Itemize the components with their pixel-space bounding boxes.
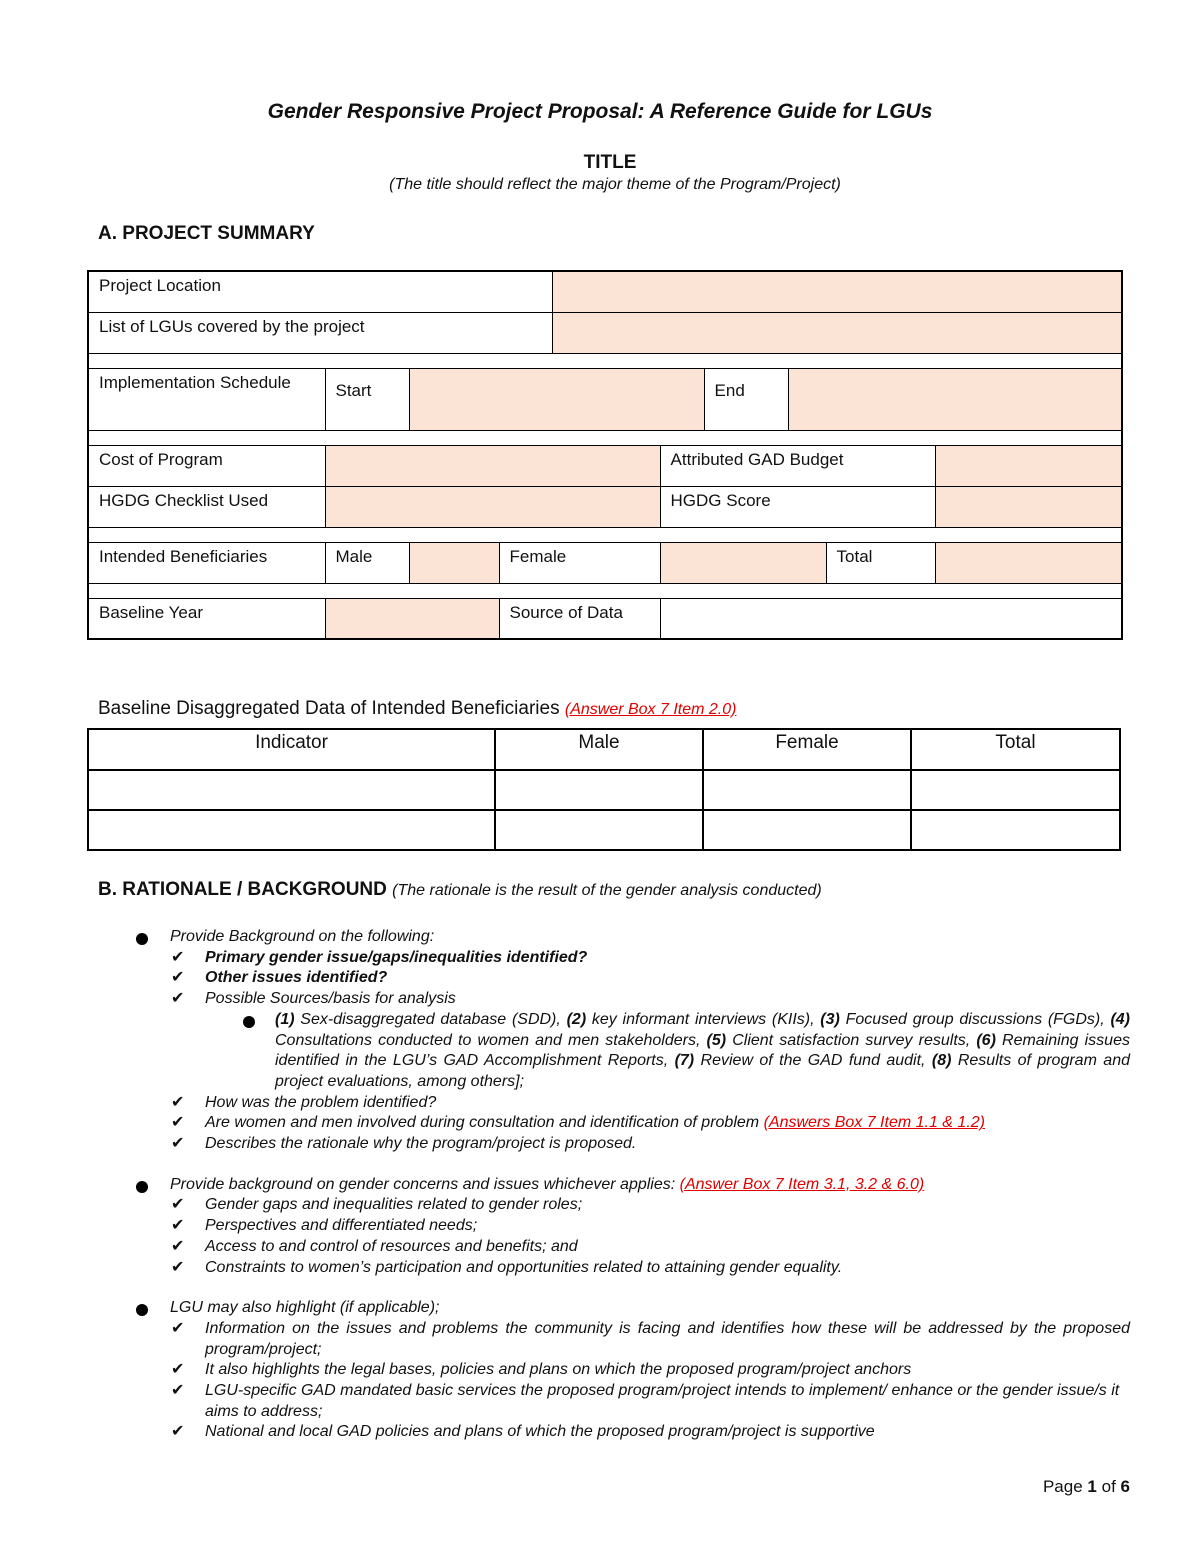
table-row — [88, 810, 1120, 850]
list-item-text: Primary gender issue/gaps/inequalities identified? — [205, 948, 588, 966]
list-item — [0, 1216, 1200, 1237]
baseline-data-table — [87, 728, 1121, 851]
female-cell[interactable] — [703, 770, 911, 810]
list-item-text: Provide background on gender concerns and issues whichever applies: — [170, 1175, 676, 1193]
list-item-text: Are women and men involved during consultation and identification of problem — [205, 1114, 760, 1132]
check-icon: ✔ — [171, 1319, 185, 1337]
table-row — [88, 770, 1120, 810]
source-text: Results of program and project evaluations, among others]; — [275, 1052, 1130, 1090]
attributed-gad-budget-label: Attributed GAD Budget — [660, 445, 935, 486]
list-item-text: Gender gaps and inequalities related to gender roles; — [205, 1196, 583, 1214]
list-item — [0, 1360, 1200, 1381]
baseline-data-heading — [98, 698, 736, 720]
check-icon: ✔ — [171, 1361, 185, 1379]
list-item-text: LGU may also highlight (if applicable); — [170, 1299, 440, 1317]
check-icon: ✔ — [171, 1237, 185, 1255]
current-page: 1 — [1087, 1477, 1097, 1496]
list-item — [0, 1258, 1200, 1279]
list-item — [0, 1113, 1200, 1134]
indicator-cell[interactable] — [88, 810, 495, 850]
list-item — [0, 1175, 1200, 1196]
column-header-total: Total — [911, 729, 1120, 770]
spacer-row — [88, 353, 1122, 368]
intended-beneficiaries-label: Intended Beneficiaries — [88, 542, 325, 583]
source-text: Sex-disaggregated database (SDD), — [294, 1010, 567, 1028]
column-header-male: Male — [495, 729, 703, 770]
check-icon: ✔ — [171, 1423, 185, 1441]
total-cell[interactable] — [911, 770, 1120, 810]
column-header-female: Female — [703, 729, 911, 770]
total-cell[interactable] — [911, 810, 1120, 850]
male-count-field[interactable] — [409, 542, 499, 583]
female-count-field[interactable] — [660, 542, 826, 583]
section-a-heading: A. PROJECT SUMMARY — [98, 223, 315, 244]
list-item-text: Describes the rationale why the program/project is proposed. — [205, 1135, 637, 1153]
section-b-title: B. RATIONALE / BACKGROUND — [98, 879, 387, 900]
check-icon: ✔ — [171, 948, 185, 966]
end-date-field[interactable] — [788, 368, 1122, 430]
start-date-field[interactable] — [409, 368, 704, 430]
spacer-row — [88, 430, 1122, 445]
section-b-heading — [98, 879, 822, 901]
guideline-group-highlights — [0, 1298, 1200, 1443]
total-count-field[interactable] — [935, 542, 1122, 583]
start-label: Start — [325, 368, 409, 430]
source-number: (7) — [674, 1052, 695, 1070]
indicator-cell[interactable] — [88, 770, 495, 810]
list-item — [0, 948, 1200, 969]
source-number: (1) — [275, 1010, 295, 1028]
source-text: Review of the GAD fund audit, — [694, 1052, 932, 1070]
list-item — [0, 989, 1200, 1010]
check-icon: ✔ — [171, 1258, 185, 1276]
source-number: (5) — [706, 1031, 727, 1049]
check-icon: ✔ — [171, 1114, 185, 1132]
list-item-text: Access to and control of resources and benefits; and — [205, 1237, 578, 1255]
check-icon: ✔ — [171, 990, 185, 1008]
list-item — [0, 1134, 1200, 1155]
hgdg-checklist-field[interactable] — [325, 486, 660, 527]
document-title: Gender Responsive Project Proposal: A Reference Guide for LGUs — [267, 100, 933, 123]
female-label: Female — [499, 542, 660, 583]
check-icon: ✔ — [171, 1217, 185, 1235]
list-item-text: Possible Sources/basis for analysis — [205, 990, 456, 1008]
list-item-text: It also highlights the legal bases, policies and plans on which the proposed program/project anchors — [205, 1361, 912, 1379]
project-location-field[interactable] — [552, 271, 1122, 312]
list-item-text: Provide Background on the following: — [170, 928, 435, 945]
list-item-text: Other issues identified? — [205, 969, 388, 987]
page-label: Page — [1042, 1477, 1083, 1496]
project-location-label: Project Location — [88, 271, 552, 312]
male-cell[interactable] — [495, 770, 703, 810]
bullet-icon — [136, 1181, 148, 1193]
title-instruction: (The title should reflect the major theme of the Program/Project) — [389, 176, 841, 193]
total-pages: 6 — [1120, 1477, 1130, 1496]
baseline-data-title: Baseline Disaggregated Data of Intended Beneficiaries — [98, 698, 560, 719]
column-header-indicator: Indicator — [88, 729, 495, 770]
source-of-data-field[interactable] — [660, 598, 1122, 639]
spacer-row — [88, 527, 1122, 542]
list-item-text: How was the problem identified? — [205, 1093, 437, 1111]
source-text: Consultations conducted to women and men stakeholders, — [275, 1031, 707, 1049]
bullet-icon — [136, 933, 148, 945]
check-icon: ✔ — [171, 969, 185, 987]
list-item-text: Information on the issues and problems the community is facing and identifies how these will be addressed by the proposed program/project; — [205, 1319, 1130, 1358]
check-icon: ✔ — [171, 1382, 185, 1400]
page-number — [1043, 1477, 1130, 1497]
hgdg-score-field[interactable] — [935, 486, 1122, 527]
lgus-covered-label: List of LGUs covered by the project — [88, 312, 552, 353]
of-label: of — [1101, 1477, 1116, 1496]
list-item-text: Perspectives and differentiated needs; — [205, 1217, 478, 1235]
list-item — [0, 1319, 1200, 1360]
rationale-guidelines — [0, 927, 1200, 1463]
check-icon: ✔ — [171, 1135, 185, 1153]
hgdg-score-label: HGDG Score — [660, 486, 935, 527]
sources-list-item — [0, 1010, 1200, 1093]
implementation-schedule-label: Implementation Schedule — [88, 368, 325, 430]
source-text: key informant interviews (KIIs), — [586, 1010, 821, 1028]
source-text: Remaining issues identified in the LGU’s GAD Accomplishment Reports, — [275, 1031, 1130, 1070]
list-item — [0, 1298, 1200, 1319]
list-item — [0, 968, 1200, 989]
answers-reference-link[interactable]: (Answers Box 7 Item 1.1 & 1.2) — [763, 1114, 985, 1132]
lgus-covered-field[interactable] — [552, 312, 1122, 353]
source-number: (4) — [1110, 1010, 1131, 1028]
list-item — [0, 1381, 1200, 1422]
bullet-icon — [243, 1016, 255, 1028]
section-b-note: (The rationale is the result of the gender analysis conducted) — [392, 882, 822, 899]
guideline-group-gender-concerns — [0, 1175, 1200, 1279]
answer-reference-link[interactable]: (Answer Box 7 Item 3.1, 3.2 & 6.0) — [679, 1175, 925, 1193]
source-text: Focused group discussions (FGDs), — [839, 1010, 1111, 1028]
source-number: (6) — [976, 1031, 996, 1049]
guideline-group-background — [0, 927, 1200, 1155]
baseline-reference-link[interactable]: (Answer Box 7 Item 2.0) — [564, 701, 737, 718]
bullet-icon — [136, 1304, 148, 1316]
list-item-text: Constraints to women’s participation and opportunities related to attaining gender equality. — [205, 1258, 843, 1276]
list-item — [0, 1237, 1200, 1258]
check-icon: ✔ — [171, 1196, 185, 1214]
list-item — [0, 927, 1200, 948]
list-item-text: LGU-specific GAD mandated basic services the proposed program/project intends to implement/ enhance or the gender issue/s it aims to address; — [205, 1382, 1120, 1420]
male-cell[interactable] — [495, 810, 703, 850]
project-summary-table — [87, 270, 1123, 640]
attributed-gad-budget-field[interactable] — [935, 445, 1122, 486]
source-number: (2) — [566, 1010, 587, 1028]
total-label: Total — [826, 542, 935, 583]
cost-of-program-field[interactable] — [325, 445, 660, 486]
list-item — [0, 1422, 1200, 1443]
hgdg-checklist-label: HGDG Checklist Used — [88, 486, 325, 527]
baseline-year-label: Baseline Year — [88, 598, 325, 639]
check-icon: ✔ — [171, 1093, 185, 1111]
baseline-year-field[interactable] — [325, 598, 499, 639]
source-text: Client satisfaction survey results, — [726, 1031, 977, 1049]
source-of-data-label: Source of Data — [499, 598, 660, 639]
list-item — [0, 1093, 1200, 1114]
list-item-text: National and local GAD policies and plans of which the proposed program/project is supportive — [205, 1423, 875, 1441]
proposal-title-label: TITLE — [583, 152, 637, 173]
female-cell[interactable] — [703, 810, 911, 850]
source-number: (8) — [931, 1052, 952, 1070]
source-number: (3) — [820, 1010, 840, 1028]
end-label: End — [704, 368, 788, 430]
list-item — [0, 1195, 1200, 1216]
cost-of-program-label: Cost of Program — [88, 445, 325, 486]
male-label: Male — [325, 542, 409, 583]
spacer-row — [88, 583, 1122, 598]
